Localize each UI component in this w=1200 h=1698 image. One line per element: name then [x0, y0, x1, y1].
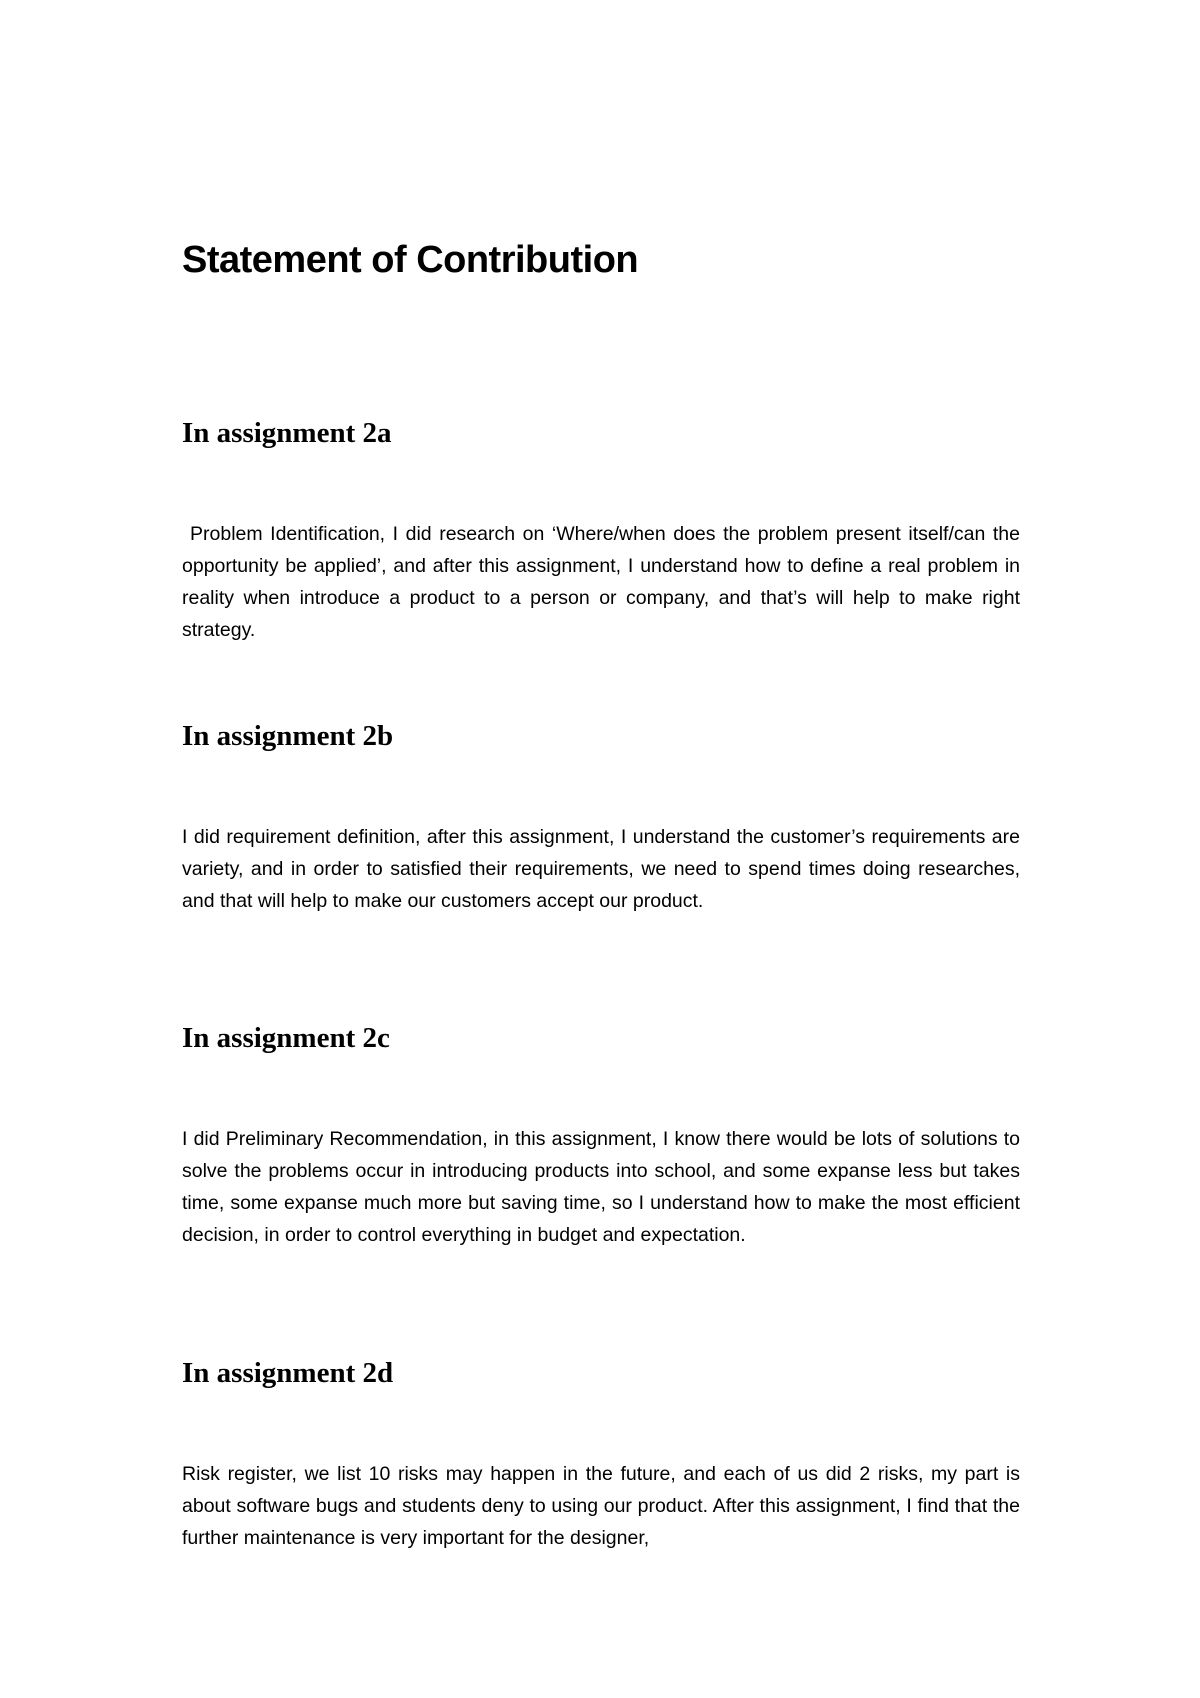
section-body-2a: Problem Identification, I did research on ‘Where/when does the problem present itself/can the opportunity be applied’, and after this assignment, I understand how to define a real problem in reality when introduce a product to a person or company, and that’s will help to make right strategy. — [182, 523, 1020, 641]
section-heading-2a: In assignment 2a — [182, 417, 392, 449]
section-heading-2c: In assignment 2c — [182, 1022, 390, 1054]
document-title: Statement of Contribution — [182, 239, 639, 281]
section-body-2b: I did requirement definition, after this assignment, I understand the customer’s requirements are variety, and in order to satisfied their requirements, we need to spend times doing researches, and that will help to make our customers accept our product. — [182, 826, 1020, 912]
section-heading-2b: In assignment 2b — [182, 720, 394, 752]
section-body-2d: Risk register, we list 10 risks may happen in the future, and each of us did 2 risks, my part is about software bugs and students deny to using our product. After this assignment, I find that the further maintenance is very important for the designer, — [182, 1463, 1020, 1549]
section-body-2c: I did Preliminary Recommendation, in this assignment, I know there would be lots of solutions to solve the problems occur in introducing products into school, and some expanse less but takes time, some expanse much more but saving time, so I understand how to make the most efficient decision, in order to control everything in budget and expectation. — [182, 1128, 1020, 1246]
section-heading-2d: In assignment 2d — [182, 1357, 394, 1389]
